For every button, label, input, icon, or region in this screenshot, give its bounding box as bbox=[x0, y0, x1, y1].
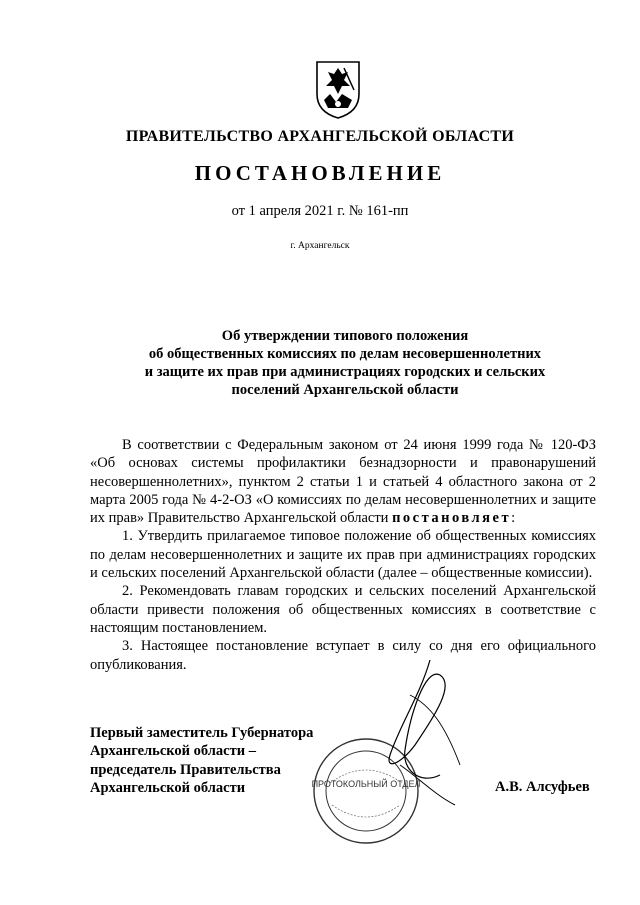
title-line: поселений Архангельской области bbox=[231, 382, 459, 398]
decree-item: 3. Настоящее постановление вступает в силу со дня его официального опубликования. bbox=[90, 638, 596, 673]
document-date-number: от 1 апреля 2021 г. № 161-пп bbox=[231, 203, 409, 219]
position-line: Архангельской области – bbox=[90, 743, 256, 760]
title-line: об общественных комиссиях по делам несовершеннолетних bbox=[148, 346, 542, 362]
signatory-name: А.В. Алсуфьев bbox=[495, 779, 590, 795]
position-line: Архангельской области bbox=[90, 780, 246, 797]
decree-colon: : bbox=[511, 510, 516, 527]
position-line: председатель Правительства bbox=[90, 761, 281, 778]
document-type: ПОСТАНОВЛЕНИЕ bbox=[194, 161, 446, 185]
decree-word: постановляет bbox=[392, 510, 512, 527]
signatory-position bbox=[90, 724, 313, 798]
position-line: Первый заместитель Губернатора bbox=[90, 725, 314, 741]
title-line: и защите их прав при администрациях городских и сельских bbox=[144, 364, 546, 380]
decree-item: 2. Рекомендовать главам городских и сельских поселений Архангельской области привести положения об общественных комиссиях в соответствие с настоящим постановлением. bbox=[90, 583, 596, 636]
document-title bbox=[90, 327, 600, 399]
decree-item: 1. Утвердить прилагаемое типовое положение об общественных комиссиях по делам несовершеннолетних и защите их прав при администрациях городских и сельских поселений Архангельской области (далее – общественные комиссии). bbox=[90, 528, 596, 582]
title-line: Об утверждении типового положения bbox=[221, 328, 469, 344]
preamble-paragraph bbox=[90, 436, 596, 527]
preamble-text: В соответствии с Федеральным законом от 24 июня 1999 года № 120-ФЗ «Об основах системы профилактики безнадзорности и правонарушений несовершеннолетних», пунктом 2 статьи 1 и статьей 4 областного закона от 2 марта 2005 года № 4-2-ОЗ «О комиссиях по делам несовершеннолетних и защите их прав» Правительство Архангельской области bbox=[90, 437, 596, 527]
handwritten-signature bbox=[360, 655, 470, 815]
stamp-center-text: ПРОТОКОЛЬНЫЙ ОТДЕЛ bbox=[311, 779, 421, 789]
document-city: г. Архангельск bbox=[290, 241, 350, 251]
document-body bbox=[90, 436, 596, 674]
organization-name: ПРАВИТЕЛЬСТВО АРХАНГЕЛЬСКОЙ ОБЛАСТИ bbox=[125, 128, 515, 145]
coat-of-arms-emblem bbox=[314, 60, 362, 120]
